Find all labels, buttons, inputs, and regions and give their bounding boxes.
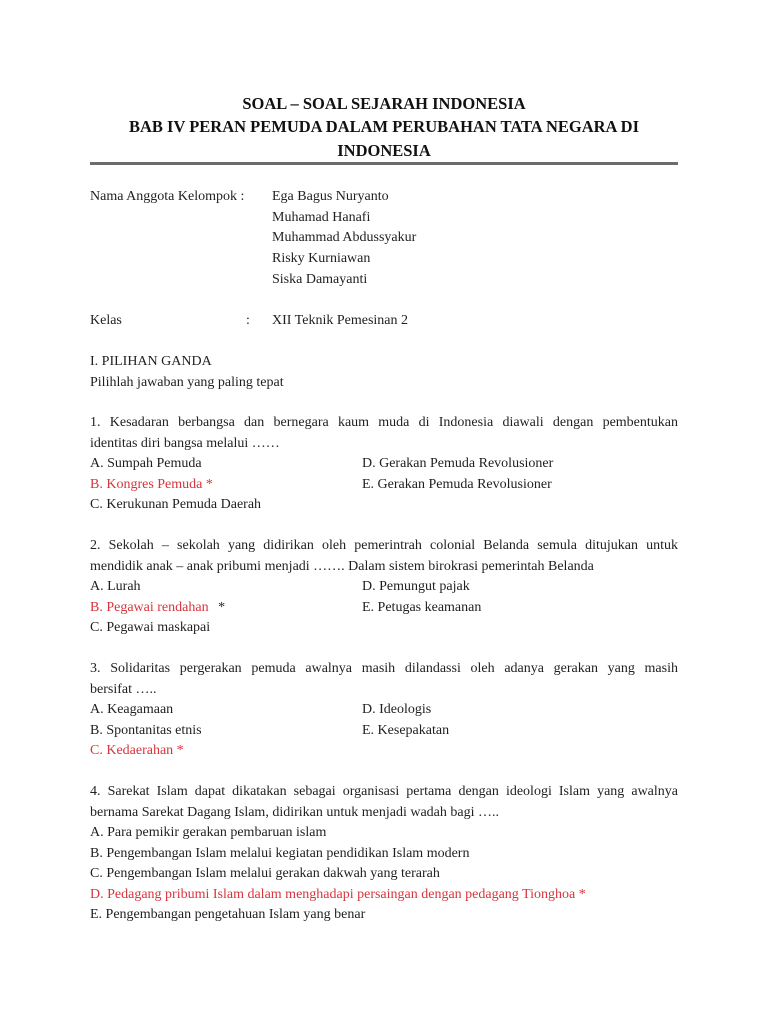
- question-1-option-e: E. Gerakan Pemuda Revolusioner: [362, 477, 552, 492]
- correct-answer-mark: *: [218, 600, 226, 615]
- question-2-option-b-text: B. Pegawai rendahan: [90, 600, 209, 615]
- question-4-option-c: C. Pengembangan Islam melalui gerakan dakwah yang terarah: [90, 866, 440, 881]
- question-2-option-b-correct: [90, 599, 225, 617]
- member-name: Siska Damayanti: [272, 272, 368, 287]
- question-4-text-line-1: 4. Sarekat Islam dapat dikatakan sebagai organisasi pertama dengan ideologi Islam yang awalnya: [90, 784, 678, 799]
- question-1-option-c: C. Kerukunan Pemuda Daerah: [90, 497, 262, 512]
- question-4-text-line-2: bernama Sarekat Dagang Islam, didirikan untuk menjadi wadah bagi …..: [90, 805, 499, 820]
- member-name: Risky Kurniawan: [272, 251, 371, 266]
- question-1-option-b-correct: B. Kongres Pemuda *: [90, 477, 213, 492]
- class-colon: :: [246, 313, 250, 328]
- question-2-option-e: E. Petugas keamanan: [362, 600, 482, 615]
- member-name: Muhammad Abdussyakur: [272, 230, 417, 245]
- question-1-option-d: D. Gerakan Pemuda Revolusioner: [362, 456, 554, 471]
- question-4-option-e: E. Pengembangan pengetahuan Islam yang benar: [90, 907, 366, 922]
- document-title-line-3: INDONESIA: [337, 141, 431, 160]
- question-2-option-c: C. Pegawai maskapai: [90, 620, 211, 635]
- question-4-option-d-correct: D. Pedagang pribumi Islam dalam menghadapi persaingan dengan pedagang Tionghoa *: [90, 887, 586, 902]
- question-2-text-line-1: 2. Sekolah – sekolah yang didirikan oleh pemerintrah colonial Belanda semula ditujukan untuk: [90, 538, 678, 553]
- question-3-option-d: D. Ideologis: [362, 702, 432, 717]
- member-name: Ega Bagus Nuryanto: [272, 189, 389, 204]
- title-divider: [90, 162, 678, 165]
- question-2-text-line-2: mendidik anak – anak pribumi menjadi ……. Dalam sistem birokrasi pemerintah Belanda: [90, 559, 594, 574]
- question-3-option-b: B. Spontanitas etnis: [90, 723, 202, 738]
- question-3-text-line-1: 3. Solidaritas pergerakan pemuda awalnya masih dilandassi oleh adanya gerakan yang masih: [90, 661, 678, 676]
- section-instruction: Pilihlah jawaban yang paling tepat: [90, 375, 284, 390]
- member-name: Muhamad Hanafi: [272, 210, 371, 225]
- question-2-option-a: A. Lurah: [90, 579, 141, 594]
- question-3-option-a: A. Keagamaan: [90, 702, 174, 717]
- question-1-option-a: A. Sumpah Pemuda: [90, 456, 202, 471]
- question-4-option-a: A. Para pemikir gerakan pembaruan islam: [90, 825, 327, 840]
- question-3-text-line-2: bersifat …..: [90, 682, 157, 697]
- question-4-option-b: B. Pengembangan Islam melalui kegiatan pendidikan Islam modern: [90, 846, 470, 861]
- document-title-line-1: SOAL – SOAL SEJARAH INDONESIA: [242, 94, 526, 113]
- class-value: XII Teknik Pemesinan 2: [272, 313, 409, 328]
- question-3-option-c-correct: C. Kedaerahan *: [90, 743, 184, 758]
- document-title-line-2: BAB IV PERAN PEMUDA DALAM PERUBAHAN TATA NEGARA DI: [128, 117, 639, 136]
- members-label: Nama Anggota Kelompok :: [90, 189, 245, 204]
- question-3-option-e: E. Kesepakatan: [362, 723, 450, 738]
- question-1-text-line-2: identitas diri bangsa melalui ……: [90, 436, 280, 451]
- question-2-option-d: D. Pemungut pajak: [362, 579, 470, 594]
- section-title: I. PILIHAN GANDA: [90, 354, 212, 369]
- question-1-text-line-1: 1. Kesadaran berbangsa dan bernegara kaum muda di Indonesia diawali dengan pembentukan: [90, 415, 678, 430]
- class-label: Kelas: [90, 313, 122, 328]
